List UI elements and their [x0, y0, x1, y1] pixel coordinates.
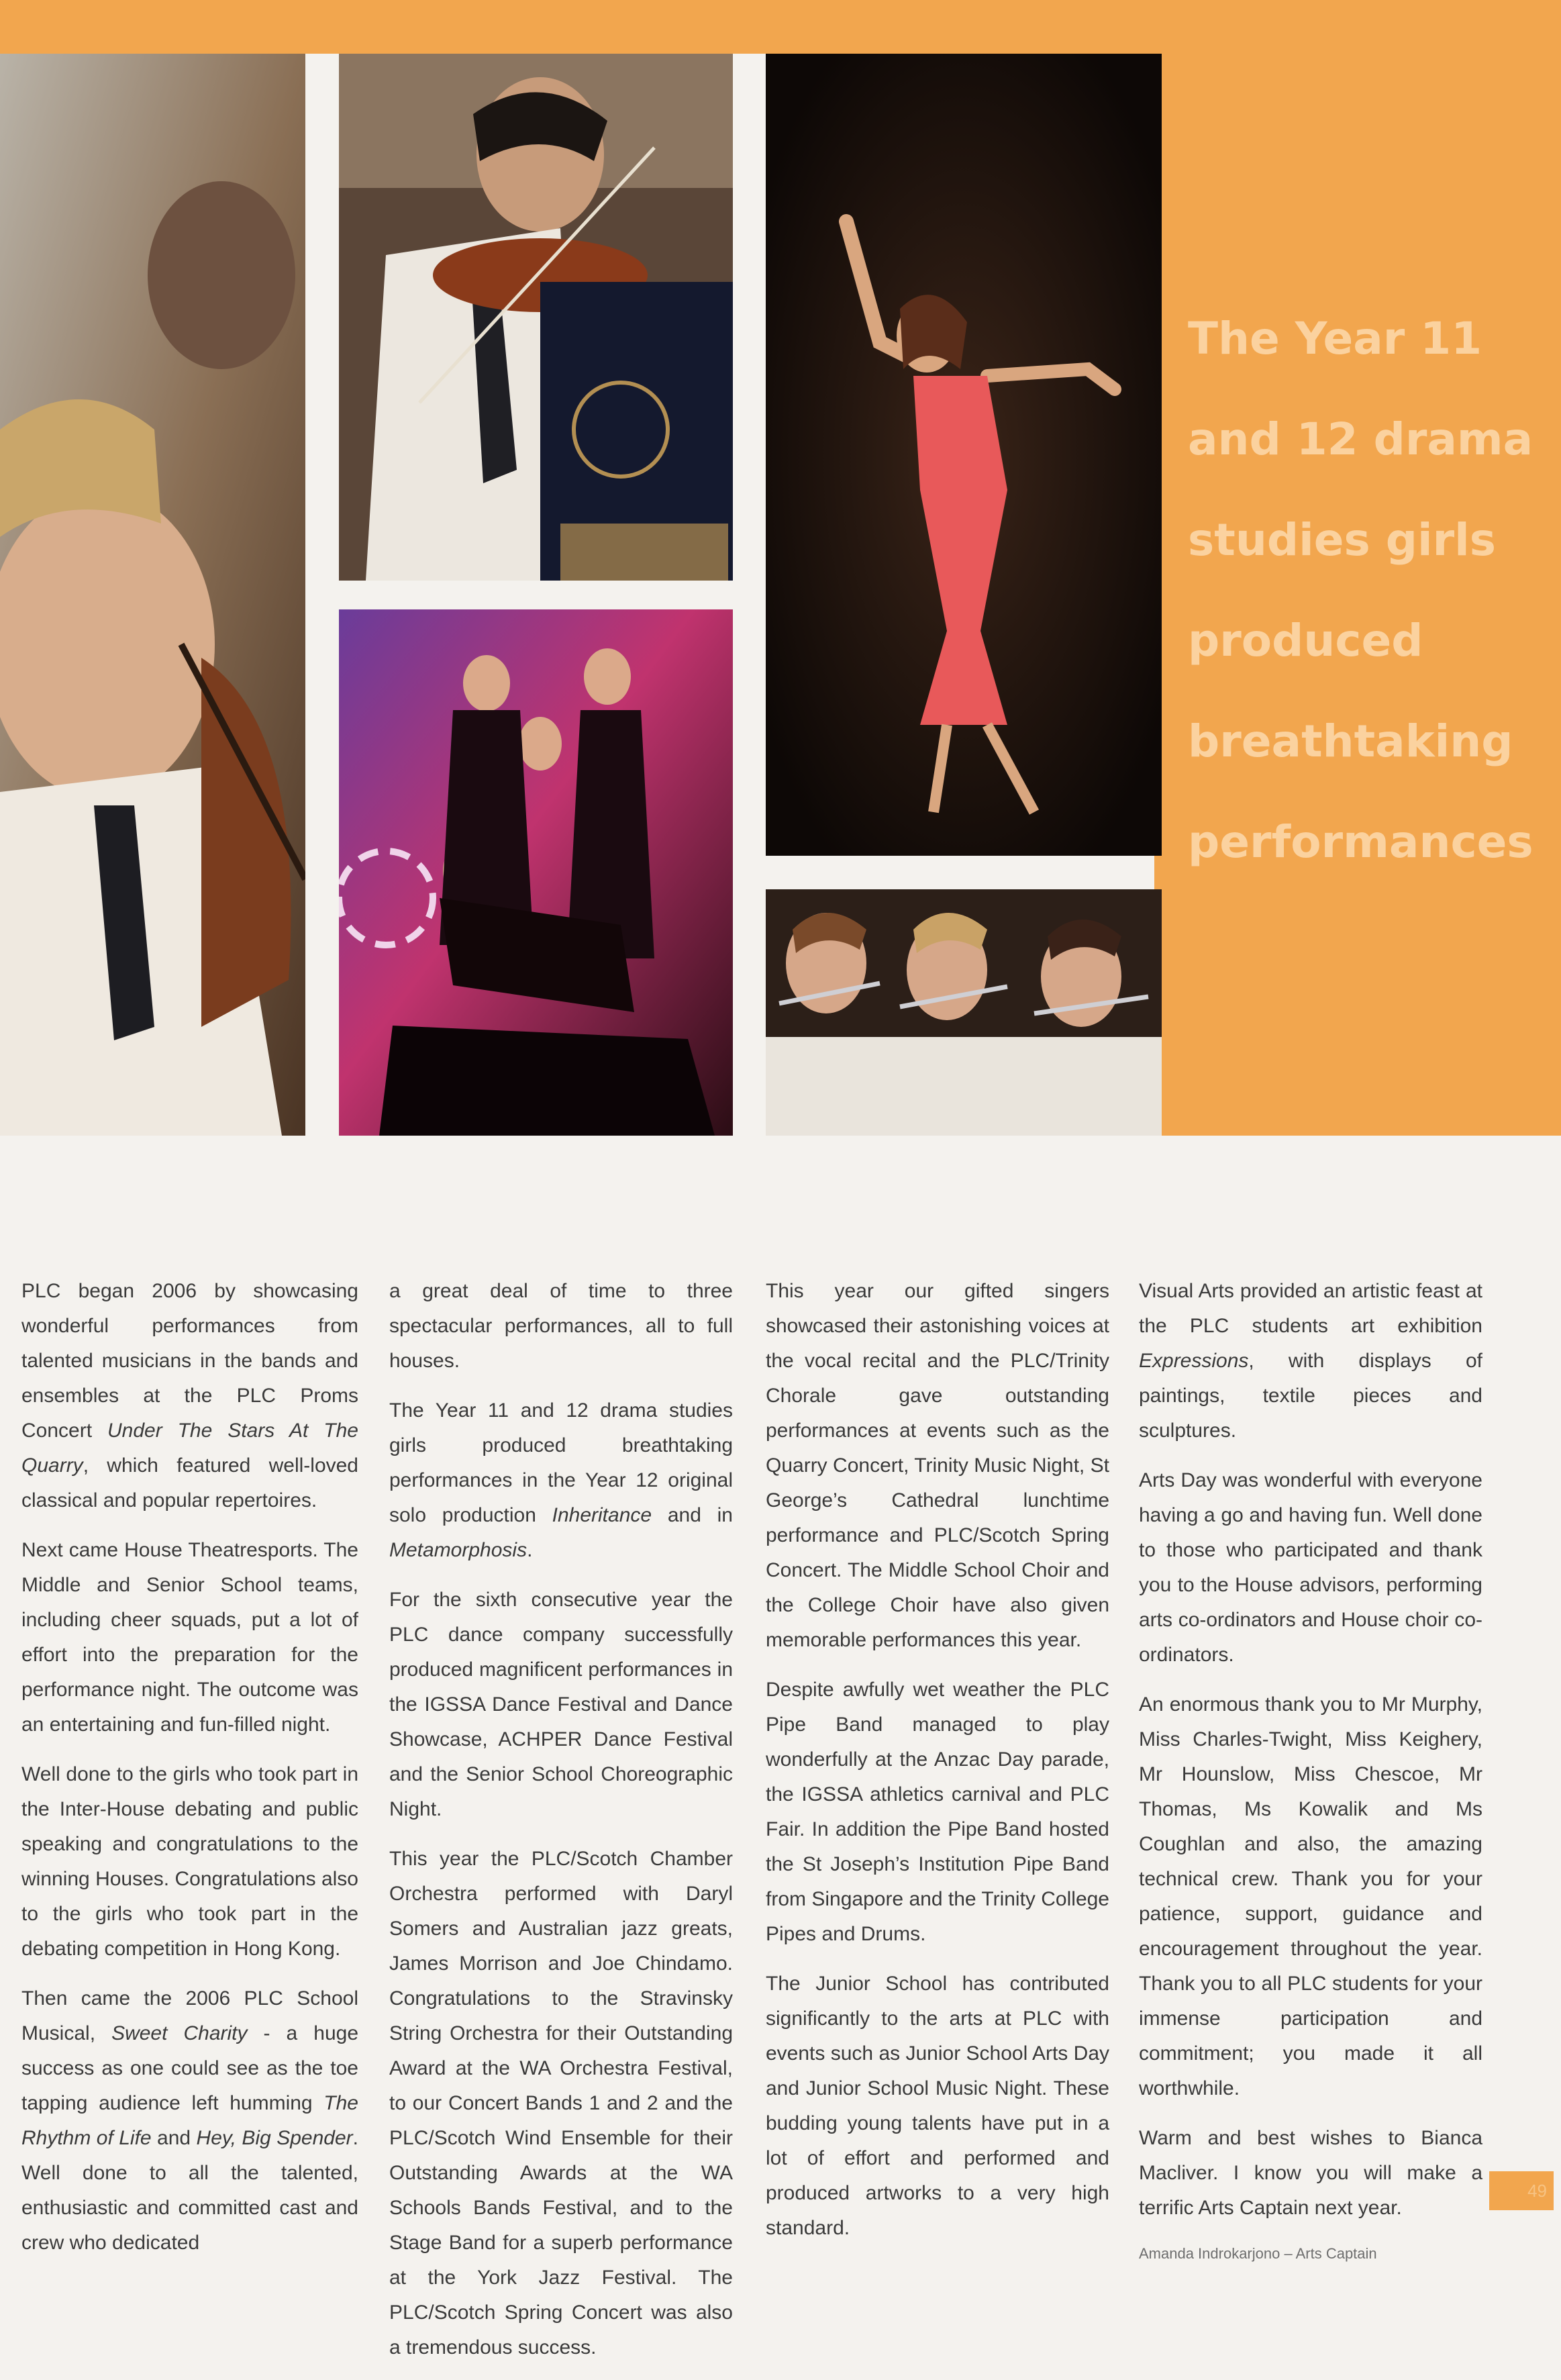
text-column-3: [766, 1274, 1109, 2261]
paragraph: The Junior School has contributed significantly to the arts at PLC with events such as Junior School Arts Day and Junior School Music Night. These budding young talents have put in a lot of effort and performed and produced artworks to a very high standard.: [766, 1973, 1109, 2239]
photo-dancer-red-dress: [766, 54, 1162, 856]
text-run: , with displays of paintings, textile pieces and sculptures.: [1139, 1350, 1482, 1442]
paragraph: This year the PLC/Scotch Chamber Orchestra performed with Daryl Somers and Australian jazz greats, James Morrison and Joe Chindamo. Congratulations to the Stravinsky String Orchestra for their Outstanding Award at the WA Orchestra Festival, to our Concert Bands 1 and 2 and the PLC/Scotch Wind Ensemble for their Outstanding Awards at the WA Schools Bands Festival, and to the Stage Band for a superb performance at the York Jazz Festival. The PLC/Scotch Spring Concert was also a tremendous success.: [389, 1848, 733, 2359]
text-run: PLC began 2006 by showcasing wonderful performances from talented musicians in the bands and ensembles at the PLC Proms Concert: [21, 1280, 358, 1442]
text-run: The Year 11 and 12 drama studies girls produced breathtaking performances in the Year 12 original solo production: [389, 1399, 733, 1526]
text-run: and in: [652, 1504, 733, 1526]
italic-title: Hey, Big Spender: [196, 2127, 353, 2149]
photo-violinist: [339, 54, 733, 581]
page-number: 49: [1527, 2181, 1547, 2201]
italic-title: The Rhythm of Life: [21, 2092, 358, 2149]
text-column-2: [389, 1274, 733, 2380]
paragraph: [1139, 1274, 1482, 1448]
paragraph: For the sixth consecutive year the PLC dance company successfully produced magnificent performances in the IGSSA Dance Festival and Dance Showcase, ACHPER Dance Festival and the Senior School Choreographic Night.: [389, 1589, 733, 1820]
text-run: , which featured well-loved classical and popular repertoires.: [21, 1454, 358, 1511]
paragraph: An enormous thank you to Mr Murphy, Miss Charles-Twight, Miss Keighery, Mr Hounslow, Miss Chescoe, Mr Thomas, Ms Kowalik and Ms Coughlan and also, the amazing technical crew. Thank you for your patience, support, guidance and encouragement throughout the year. Thank you to all PLC students for your immense participation and commitment; you made it all worthwhile.: [1139, 1693, 1482, 2099]
paragraph: Next came House Theatresports. The Middle and Senior School teams, including cheer squads, put a lot of effort into the preparation for the performance night. The outcome was an entertaining and fun-filled night.: [21, 1539, 358, 1736]
top-orange-band: [0, 0, 1561, 54]
paragraph: This year our gifted singers showcased their astonishing voices at the vocal recital and the PLC/Trinity Chorale gave outstanding performances at events such as the Quarry Concert, Trinity Music Night, St George’s Cathedral lunchtime performance and PLC/Scotch Spring Concert. The Middle School Choir and the College Choir have also given memorable performances this year.: [766, 1280, 1109, 1651]
photo-dance-company: [339, 609, 733, 1136]
italic-title: Under The Stars At The Quarry: [21, 1420, 358, 1477]
text-run: . Well done to all the talented, enthusiastic and committed cast and crew who dedicated: [21, 2127, 358, 2254]
italic-title: Inheritance: [552, 1504, 652, 1526]
paragraph: a great deal of time to three spectacular performances, all to full houses.: [389, 1280, 733, 1372]
italic-title: Sweet Charity: [111, 2022, 248, 2044]
text-column-1: [21, 1274, 358, 2275]
text-run: and: [151, 2127, 197, 2149]
paragraph: [21, 1981, 358, 2261]
text-run: .: [527, 1539, 533, 1561]
author-credit: Amanda Indrokarjono – Arts Captain: [1139, 2245, 1377, 2262]
italic-title: Expressions: [1139, 1350, 1249, 1372]
text-run: - a huge success as one could see as the toe tapping audience left humming: [21, 2022, 358, 2114]
paragraph: [389, 1393, 733, 1568]
paragraph: Despite awfully wet weather the PLC Pipe Band managed to play wonderfully at the Anzac Day parade, the IGSSA athletics carnival and PLC Fair. In addition the Pipe Band hosted the St Joseph’s Institution Pipe Band from Singapore and the Trinity College Pipes and Drums.: [766, 1679, 1109, 1945]
headline: The Year 11 and 12 drama studies girls produced breathtaking performances: [1188, 313, 1533, 868]
text-column-4: [1139, 1274, 1482, 2282]
paragraph: Well done to the girls who took part in the Inter-House debating and public speaking and congratulations to the winning Houses. Congratulations also to the girls who took part in the debating competition in Hong Kong.: [21, 1763, 358, 1960]
paragraph: Arts Day was wonderful with everyone having a go and having fun. Well done to those who participated and thank you to the House advisors, performing arts co-ordinators and House choir co-ordinators.: [1139, 1469, 1482, 1666]
photo-flautists: [766, 889, 1162, 1136]
paragraph: [21, 1274, 358, 1518]
paragraph: Warm and best wishes to Bianca Macliver. I know you will make a terrific Arts Captain next year.: [1139, 2127, 1482, 2219]
text-run: Then came the 2006 PLC School Musical,: [21, 1987, 358, 2044]
italic-title: Metamorphosis: [389, 1539, 527, 1561]
photo-cellist: [0, 54, 305, 1136]
text-run: Visual Arts provided an artistic feast at the PLC students art exhibition: [1139, 1280, 1482, 1337]
